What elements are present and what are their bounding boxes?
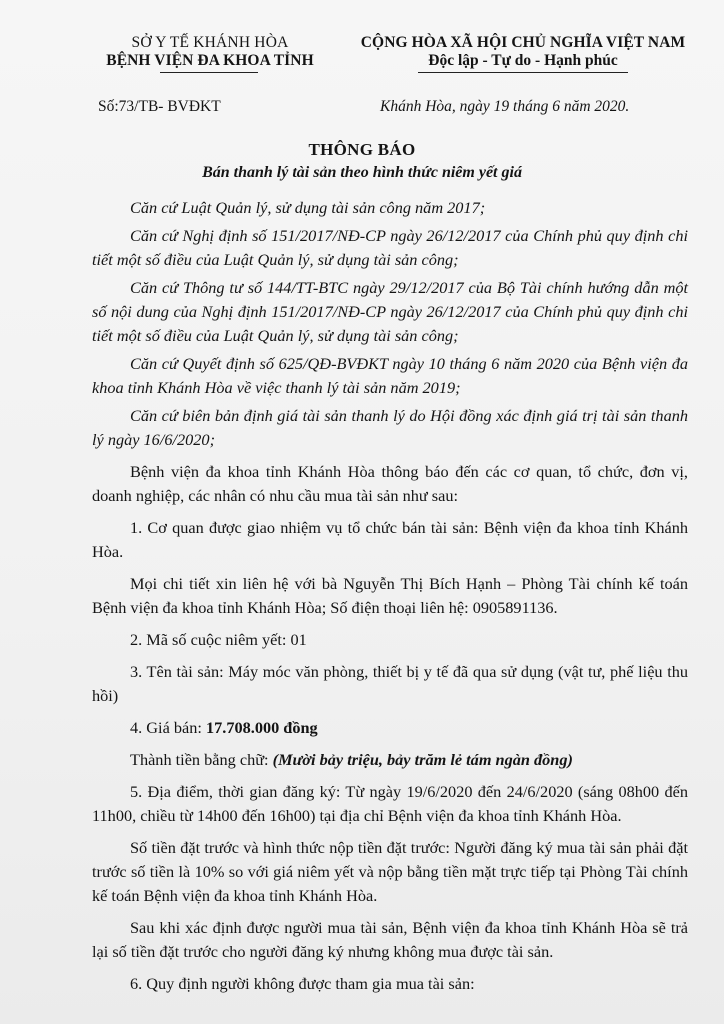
legal-basis-1: Căn cứ Luật Quản lý, sử dụng tài sản công năm 2017; — [130, 198, 486, 217]
header-left-underline — [160, 72, 258, 73]
document-body — [92, 196, 688, 1004]
document-header — [0, 34, 724, 115]
contact-paragraph: Mọi chi tiết xin liên hệ với bà Nguyễn Thị Bích Hạnh – Phòng Tài chính kế toán Bệnh viện đa khoa tỉnh Khánh Hòa; Số điện thoại liên hệ: 0905891136. — [92, 574, 688, 617]
national-motto: Độc lập - Tự do - Hạnh phúc — [428, 52, 618, 69]
legal-basis-3: Căn cứ Thông tư số 144/TT-BTC ngày 29/12/2017 của Bộ Tài chính hướng dẫn một số nội dung của Nghị định 151/2017/NĐ-CP ngày 26/12/2017 của Chính phủ quy định chi tiết một số điều của Luật Quản lý, sử dụng tài sản công; — [92, 278, 688, 345]
price-value: 17.708.000 đồng — [205, 718, 318, 737]
deposit-paragraph: Số tiền đặt trước và hình thức nộp tiền đặt trước: Người đăng ký mua tài sản phải đặt trước số tiền là 10% so với giá niêm yết và nộp bằng tiền mặt trực tiếp tại Phòng Tài chính kế toán Bệnh viện đa khoa tỉnh Khánh Hòa. — [92, 838, 688, 905]
document-title: THÔNG BÁO — [308, 140, 416, 159]
country-name: CỘNG HÒA XÃ HỘI CHỦ NGHĨA VIỆT NAM — [360, 34, 686, 51]
amount-words-label: Thành tiền bằng chữ: — [130, 750, 273, 769]
legal-basis-5: Căn cứ biên bản định giá tài sản thanh lý do Hội đồng xác định giá trị tài sản thanh lý ngày 16/6/2020; — [92, 406, 688, 449]
item-1: 1. Cơ quan được giao nhiệm vụ tổ chức bán tài sản: Bệnh viện đa khoa tỉnh Khánh Hòa. — [92, 518, 688, 561]
legal-basis-2: Căn cứ Nghị định số 151/2017/NĐ-CP ngày 26/12/2017 của Chính phủ quy định chi tiết một số điều của Luật Quản lý, sử dụng tài sản công; — [92, 226, 688, 269]
item-4 — [92, 716, 688, 740]
price-label: 4. Giá bán: — [130, 718, 206, 737]
refund-paragraph: Sau khi xác định được người mua tài sản, Bệnh viện đa khoa tỉnh Khánh Hòa sẽ trả lại số tiền đặt trước cho người đăng ký nhưng không mua được tài sản. — [92, 918, 688, 961]
item-2: 2. Mã số cuộc niêm yết: 01 — [130, 630, 307, 649]
legal-basis-4: Căn cứ Quyết định số 625/QĐ-BVĐKT ngày 10 tháng 6 năm 2020 của Bệnh viện đa khoa tỉnh Khánh Hòa về việc thanh lý tài sản năm 2019; — [92, 354, 688, 397]
title-block — [0, 140, 724, 182]
document-date: Khánh Hòa, ngày 19 tháng 6 năm 2020. — [380, 98, 630, 115]
document-number: Số:73/TB- BVĐKT — [98, 98, 221, 115]
amount-words-value: (Mười bảy triệu, bảy trăm lẻ tám ngàn đồng) — [272, 750, 573, 769]
document-subtitle: Bán thanh lý tài sản theo hình thức niêm yết giá — [202, 164, 522, 181]
item-6: 6. Quy định người không được tham gia mua tài sản: — [130, 974, 475, 993]
motto-underline — [418, 72, 628, 73]
intro-paragraph: Bệnh viện đa khoa tỉnh Khánh Hòa thông báo đến các cơ quan, tổ chức, đơn vị, doanh nghiệp, các nhân có nhu cầu mua tài sản như sau: — [92, 462, 688, 505]
hospital-name: BỆNH VIỆN ĐA KHOA TỈNH — [106, 52, 314, 69]
item-5: 5. Địa điểm, thời gian đăng ký: Từ ngày 19/6/2020 đến 24/6/2020 (sáng 08h00 đến 11h00, chiều từ 14h00 đến 16h00) tại địa chỉ Bệnh viện đa khoa tỉnh Khánh Hòa. — [92, 782, 688, 825]
agency-name: SỞ Y TẾ KHÁNH HÒA — [131, 34, 289, 51]
amount-in-words — [92, 748, 688, 772]
item-3: 3. Tên tài sản: Máy móc văn phòng, thiết bị y tế đã qua sử dụng (vật tư, phế liệu thu hồi) — [92, 662, 688, 705]
